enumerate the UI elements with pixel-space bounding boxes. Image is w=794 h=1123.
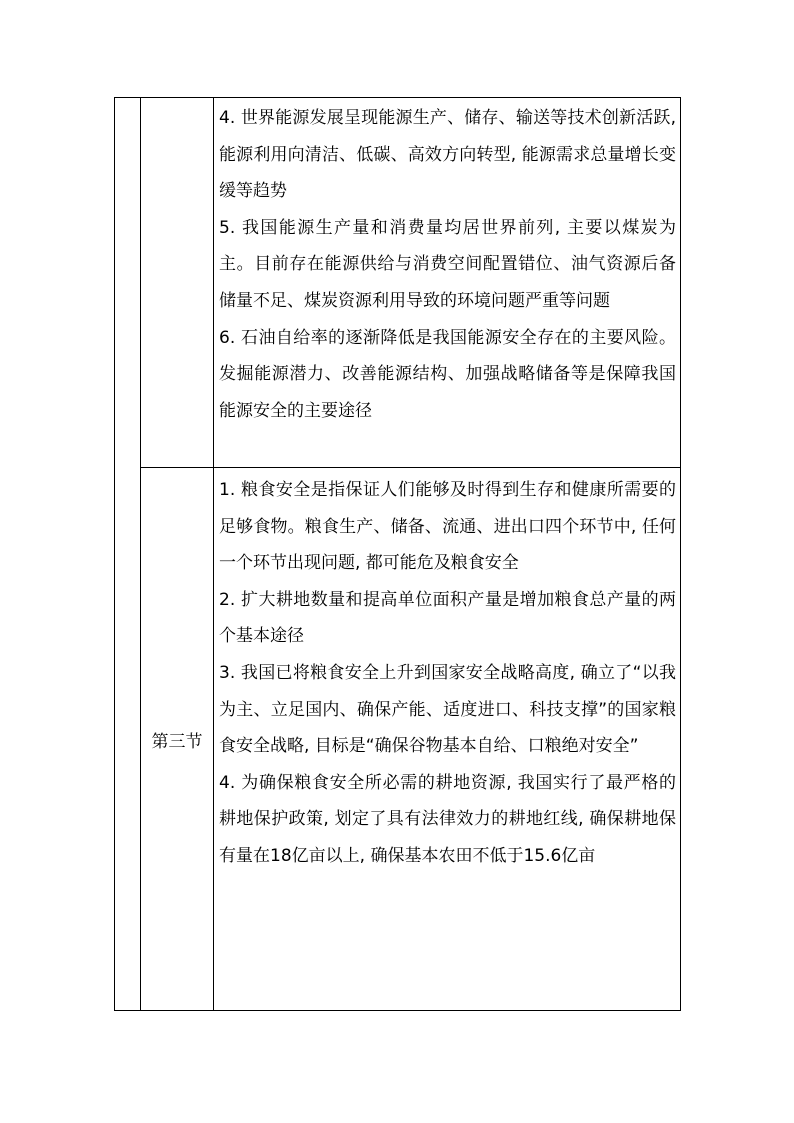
section-cell-continued xyxy=(141,98,214,467)
summary-table xyxy=(114,97,681,1011)
list-item: 4. 为确保粮食安全所必需的耕地资源, 我国实行了最严格的耕地保护政策, 划定了具有法律效力的耕地红线, 确保耕地保有量在18亿亩以上, 确保基本农田不低于15.6亿亩 xyxy=(219,772,676,866)
list-item: 2. 扩大耕地数量和提高单位面积产量是增加粮食总产量的两个基本途径 xyxy=(219,589,676,647)
list-item: 1. 粮食安全是指保证人们能够及时得到生存和健康所需要的足够食物。粮食生产、储备、流通、进出口四个环节中, 任何一个环节出现问题, 都可能危及粮食安全 xyxy=(219,480,676,574)
list-item: 5. 我国能源生产量和消费量均居世界前列, 主要以煤炭为主。目前存在能源供给与消费空间配置错位、油气资源后备储量不足、煤炭资源利用导致的环境问题严重等问题 xyxy=(219,217,676,311)
section-cell xyxy=(141,467,214,1010)
list-item: 4. 世界能源发展呈现能源生产、储存、输送等技术创新活跃, 能源利用向清洁、低碳、高效方向转型, 能源需求总量增长变缓等趋势 xyxy=(219,108,676,202)
content-cell-food-security xyxy=(214,467,680,1010)
content-cell-energy xyxy=(214,98,680,467)
section-title: 第三节 xyxy=(151,731,203,752)
list-item: 6. 石油自给率的逐渐降低是我国能源安全存在的主要风险。发掘能源潜力、改善能源结构、加强战略储备等是保障我国能源安全的主要途径 xyxy=(219,327,676,421)
list-item: 3. 我国已将粮食安全上升到国家安全战略高度, 确立了“以我为主、立足国内、确保产能、适度进口、科技支撑”的国家粮食安全战略, 目标是“确保谷物基本自给、口粮绝对安全” xyxy=(219,662,676,757)
left-margin-column xyxy=(115,98,141,1010)
